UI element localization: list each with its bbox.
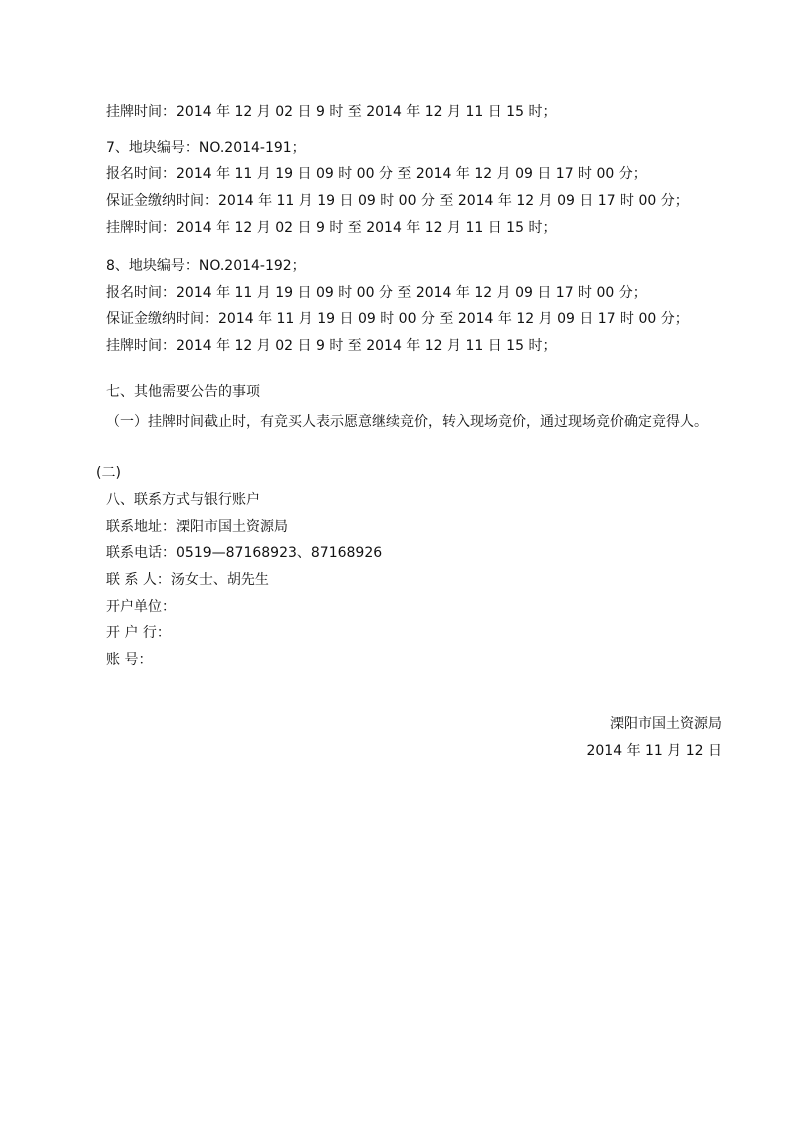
parcel-8-signup-time: 报名时间：2014 年 11 月 19 日 09 时 00 分 至 2014 年 12 月 09 日 17 时 00 分；	[106, 285, 647, 301]
section-8-title: 八、联系方式与银行账户	[106, 492, 260, 508]
parcel-8-title: 8、地块编号：NO.2014-192；	[106, 258, 306, 274]
section-7-item-2: (二)	[96, 465, 121, 481]
parcel-7-title: 7、地块编号：NO.2014-191；	[106, 140, 306, 156]
account-number: 账 号：	[106, 652, 153, 668]
parcel-8-deposit-time: 保证金缴纳时间：2014 年 11 月 19 日 09 时 00 分 至 2014 年 12 月 09 日 17 时 00 分；	[106, 311, 689, 327]
parcel-7-signup-time: 报名时间：2014 年 11 月 19 日 09 时 00 分 至 2014 年 12 月 09 日 17 时 00 分；	[106, 166, 647, 182]
parcel-7-deposit-time: 保证金缴纳时间：2014 年 11 月 19 日 09 时 00 分 至 2014 年 12 月 09 日 17 时 00 分；	[106, 193, 689, 209]
top-listing-time: 挂牌时间：2014 年 12 月 02 日 9 时 至 2014 年 12 月 11 日 15 时；	[106, 104, 557, 120]
signature-date: 2014 年 11 月 12 日	[586, 743, 722, 759]
signature-organization: 溧阳市国土资源局	[610, 716, 722, 732]
section-7-title: 七、其他需要公告的事项	[106, 384, 260, 400]
section-7-item-1: （一）挂牌时间截止时，有竞买人表示愿意继续竞价，转入现场竞价，通过现场竞价确定竞得人。	[106, 414, 708, 430]
account-unit: 开户单位：	[106, 599, 176, 615]
bank-name: 开 户 行：	[106, 625, 171, 641]
contact-person: 联 系 人：汤女士、胡先生	[106, 572, 269, 588]
parcel-7-listing-time: 挂牌时间：2014 年 12 月 02 日 9 时 至 2014 年 12 月 11 日 15 时；	[106, 220, 557, 236]
contact-address: 联系地址：溧阳市国土资源局	[106, 519, 288, 535]
contact-phone: 联系电话：0519—87168923、87168926	[106, 545, 383, 561]
parcel-8-listing-time: 挂牌时间：2014 年 12 月 02 日 9 时 至 2014 年 12 月 11 日 15 时；	[106, 338, 557, 354]
